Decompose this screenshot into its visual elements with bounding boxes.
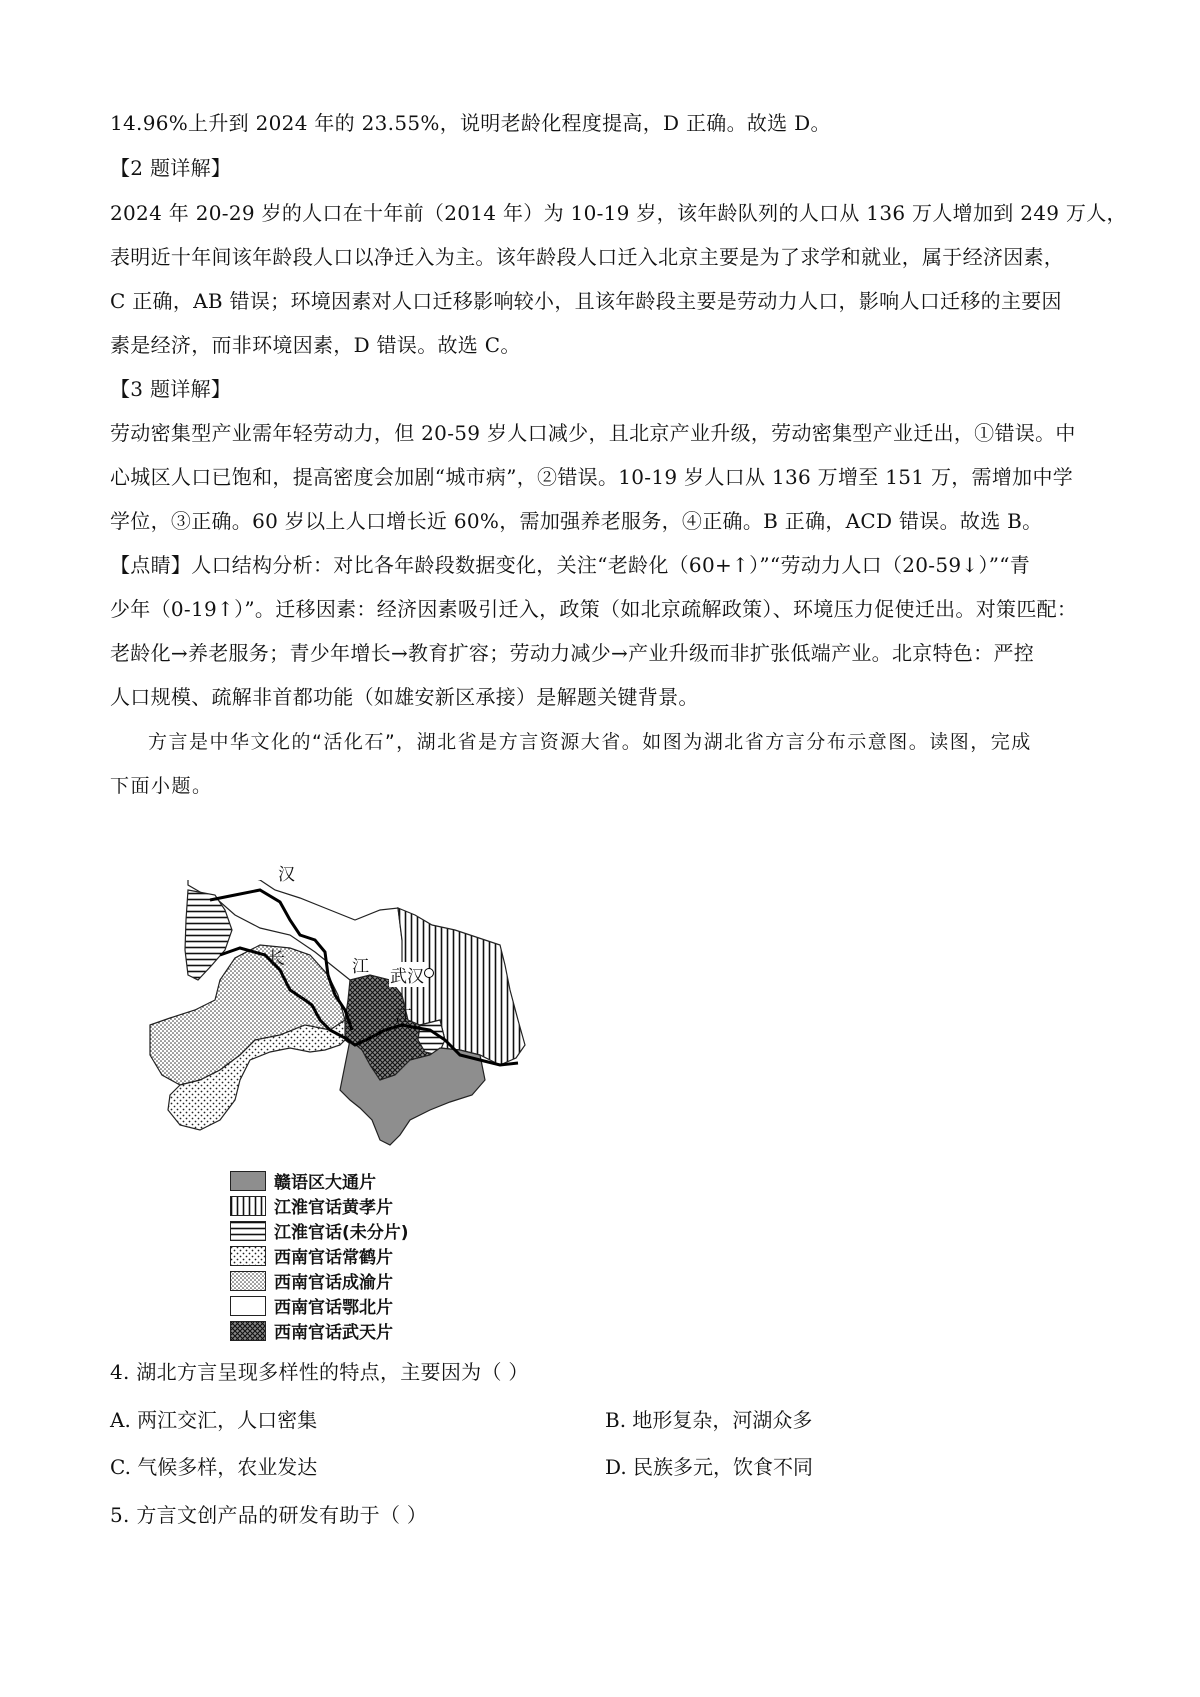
map-legend bbox=[230, 1168, 409, 1343]
question-4-stem: 4. 湖北方言呈现多样性的特点，主要因为（ ） bbox=[110, 1360, 529, 1384]
answer-line: 素是经济，而非环境因素，D 错误。故选 C。 bbox=[110, 333, 521, 357]
intro-line: 下面小题。 bbox=[110, 775, 213, 797]
question-5-stem: 5. 方言文创产品的研发有助于（ ） bbox=[110, 1503, 428, 1527]
section-heading: 【3 题详解】 bbox=[110, 377, 232, 401]
legend-item bbox=[230, 1193, 409, 1218]
legend-label: 西南官话常鹤片 bbox=[274, 1248, 393, 1268]
q4-option-a: A. 两江交汇，人口密集 bbox=[110, 1408, 318, 1432]
answer-line: 14.96%上升到 2024 年的 23.55%，说明老龄化程度提高，D 正确。故选 D。 bbox=[110, 111, 831, 135]
map-label-jiang: 江 bbox=[352, 957, 369, 977]
answer-line: 2024 年 20-29 岁的人口在十年前（2014 年）为 10-19 岁，该年龄队列的人口从 136 万人增加到 249 万人， bbox=[110, 201, 1127, 225]
answer-line: 学位，③正确。60 岁以上人口增长近 60%，需加强养老服务，④正确。B 正确，ACD 错误。故选 B。 bbox=[110, 509, 1043, 533]
q4-option-c: C. 气候多样，农业发达 bbox=[110, 1455, 318, 1479]
legend-swatch bbox=[230, 1321, 266, 1341]
intro-line: 方言是中华文化的“活化石”，湖北省是方言资源大省。如图为湖北省方言分布示意图。读图，完成 bbox=[148, 731, 1032, 753]
legend-swatch bbox=[230, 1296, 266, 1316]
legend-item bbox=[230, 1318, 409, 1343]
legend-label: 江淮官话(未分片) bbox=[274, 1223, 409, 1243]
q4-option-d: D. 民族多元，饮食不同 bbox=[605, 1455, 814, 1479]
answer-line: C 正确，AB 错误；环境因素对人口迁移影响较小，且该年龄段主要是劳动力人口，影响人口迁移的主要因 bbox=[110, 289, 1062, 313]
legend-label: 西南官话鄂北片 bbox=[274, 1298, 393, 1318]
legend-label: 西南官话武天片 bbox=[274, 1323, 393, 1343]
legend-label: 江淮官话黄孝片 bbox=[274, 1198, 393, 1218]
map-label-jiang: 江 bbox=[395, 1007, 412, 1027]
map-label-chang: 长 bbox=[268, 949, 285, 969]
map-label-han: 汉 bbox=[278, 865, 295, 885]
wuhan-city-marker bbox=[424, 968, 434, 978]
legend-label: 赣语区大通片 bbox=[274, 1173, 376, 1193]
legend-label: 西南官话成渝片 bbox=[274, 1273, 393, 1293]
map-label-wuhan: 武汉 bbox=[389, 962, 425, 987]
legend-item bbox=[230, 1218, 409, 1243]
legend-item bbox=[230, 1168, 409, 1193]
legend-item bbox=[230, 1293, 409, 1318]
legend-swatch bbox=[230, 1171, 266, 1191]
tip-line: 人口规模、疏解非首都功能（如雄安新区承接）是解题关键背景。 bbox=[110, 685, 699, 709]
legend-swatch bbox=[230, 1246, 266, 1266]
section-heading: 【2 题详解】 bbox=[110, 156, 232, 180]
legend-swatch bbox=[230, 1271, 266, 1291]
tip-line: 少年（0-19↑）”。迁移因素：经济因素吸引迁入，政策（如北京疏解政策）、环境压力促使迁出。对策匹配： bbox=[110, 597, 1078, 621]
legend-item bbox=[230, 1243, 409, 1268]
tip-line: 【点睛】人口结构分析：对比各年龄段数据变化，关注“老龄化（60+↑）”“劳动力人口（20-59↓）”“青 bbox=[110, 553, 1031, 577]
tip-line: 老龄化→养老服务；青少年增长→教育扩容；劳动力减少→产业升级而非扩张低端产业。北京特色：严控 bbox=[110, 641, 1035, 665]
answer-line: 心城区人口已饱和，提高密度会加剧“城市病”，②错误。10-19 岁人口从 136 万增至 151 万，需增加中学 bbox=[110, 465, 1074, 489]
legend-item bbox=[230, 1268, 409, 1293]
answer-line: 表明近十年间该年龄段人口以净迁入为主。该年龄段人口迁入北京主要是为了求学和就业，属于经济因素， bbox=[110, 245, 1065, 269]
legend-swatch bbox=[230, 1221, 266, 1241]
hubei-dialect-map bbox=[140, 880, 580, 1166]
answer-line: 劳动密集型产业需年轻劳动力，但 20-59 岁人口减少，且北京产业升级，劳动密集型产业迁出，①错误。中 bbox=[110, 421, 1076, 445]
legend-swatch bbox=[230, 1196, 266, 1216]
q4-option-b: B. 地形复杂，河湖众多 bbox=[605, 1408, 813, 1432]
